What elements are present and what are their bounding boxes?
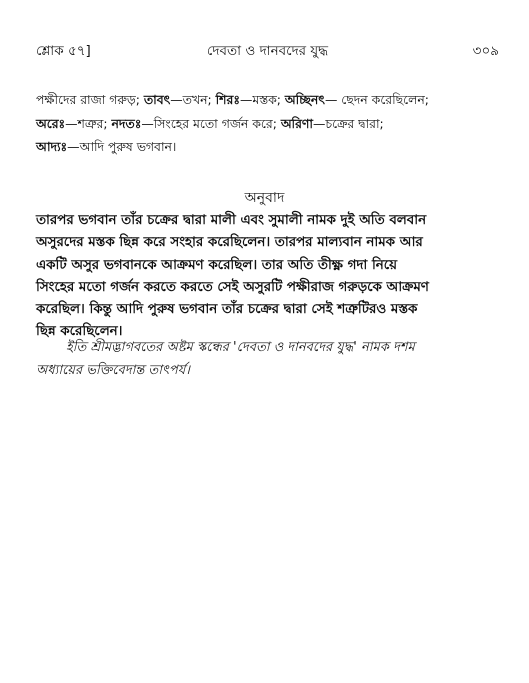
translation-line: তারপর ভগবান তাঁর চক্রের দ্বারা মালী এবং সুমালী নামক দুই অতি বলবান <box>36 213 427 228</box>
verse-reference: শ্লোক ৫৭] <box>36 43 91 59</box>
synonym-meaning: —তখন; <box>170 92 216 107</box>
synonym-word: নদতঃ <box>111 115 142 131</box>
synonym-entry <box>36 116 112 131</box>
chapter-title: দেবতা ও দানবদের যুদ্ধ <box>206 43 329 59</box>
synonym-line <box>36 135 499 159</box>
synonym-word: অরিণা <box>280 115 314 131</box>
synonym-entry <box>112 116 281 131</box>
synonym-entry <box>285 92 429 107</box>
synonym-meaning: —মস্তক; <box>239 92 285 107</box>
synonym-meaning: —শত্রুর; <box>65 115 112 131</box>
synonym-meaning: —চক্রের দ্বারা; <box>313 115 384 131</box>
colophon-line: ইতি শ্রীমদ্ভাগবতের অষ্টম স্কন্ধের 'দেবতা ও দানবদের যুদ্ধ' নামক দশম <box>66 340 415 355</box>
synonym-entry <box>36 92 144 107</box>
running-header <box>36 40 499 62</box>
translation-line: করেছিল। কিন্তু আদি পুরুষ ভগবান তাঁর চক্রের দ্বারা সেই শত্রুটিরও মস্তক <box>36 302 418 318</box>
translation-line: একটি অসুর ভগবানকে আক্রমণ করেছিল। তার অতি তীক্ষ্ণ গদা নিয়ে <box>36 257 398 273</box>
synonym-word: শিরঃ <box>215 92 240 107</box>
translation-line: সিংহের মতো গর্জন করতে করতে সেই অসুরটি পক্ষীরাজ গরুড়কে আক্রমণ <box>36 279 429 295</box>
synonym-word: তাবৎ <box>143 92 171 107</box>
synonym-line <box>36 88 499 112</box>
synonym-line <box>36 112 499 136</box>
synonym-meaning: —আদি পুরুষ ভগবান। <box>67 139 177 154</box>
translation-line: ছিন্ন করেছিলেন। <box>36 324 123 340</box>
translation-paragraph <box>36 210 499 344</box>
chapter-colophon <box>36 337 499 382</box>
synonym-word: অরেঃ <box>36 115 66 131</box>
synonym-entry <box>36 139 176 154</box>
synonym-meaning: —সিংহের মতো গর্জন করে; <box>141 115 281 131</box>
translation-heading: অনুবাদ <box>244 190 285 206</box>
synonym-meaning: — ছেদন করেছিলেন; <box>324 92 429 107</box>
synonym-word: অচ্ছিনৎ <box>284 92 325 107</box>
synonym-meaning: পক্ষীদের রাজা গরুড়; <box>36 92 144 107</box>
page-number: ৩০৯ <box>472 43 499 59</box>
synonym-entry <box>144 92 216 107</box>
translation-line: অসুরদের মস্তক ছিন্ন করে সংহার করেছিলেন। তারপর মাল্যবান নামক আর <box>36 235 423 251</box>
word-for-word-synonyms <box>36 88 499 159</box>
synonym-entry <box>216 92 285 107</box>
colophon-line: অধ্যায়ের ভক্তিবেদান্ত তাৎপর্য। <box>36 362 190 378</box>
synonym-word: আদ্যঃ <box>36 139 68 154</box>
synonym-entry <box>281 116 384 131</box>
